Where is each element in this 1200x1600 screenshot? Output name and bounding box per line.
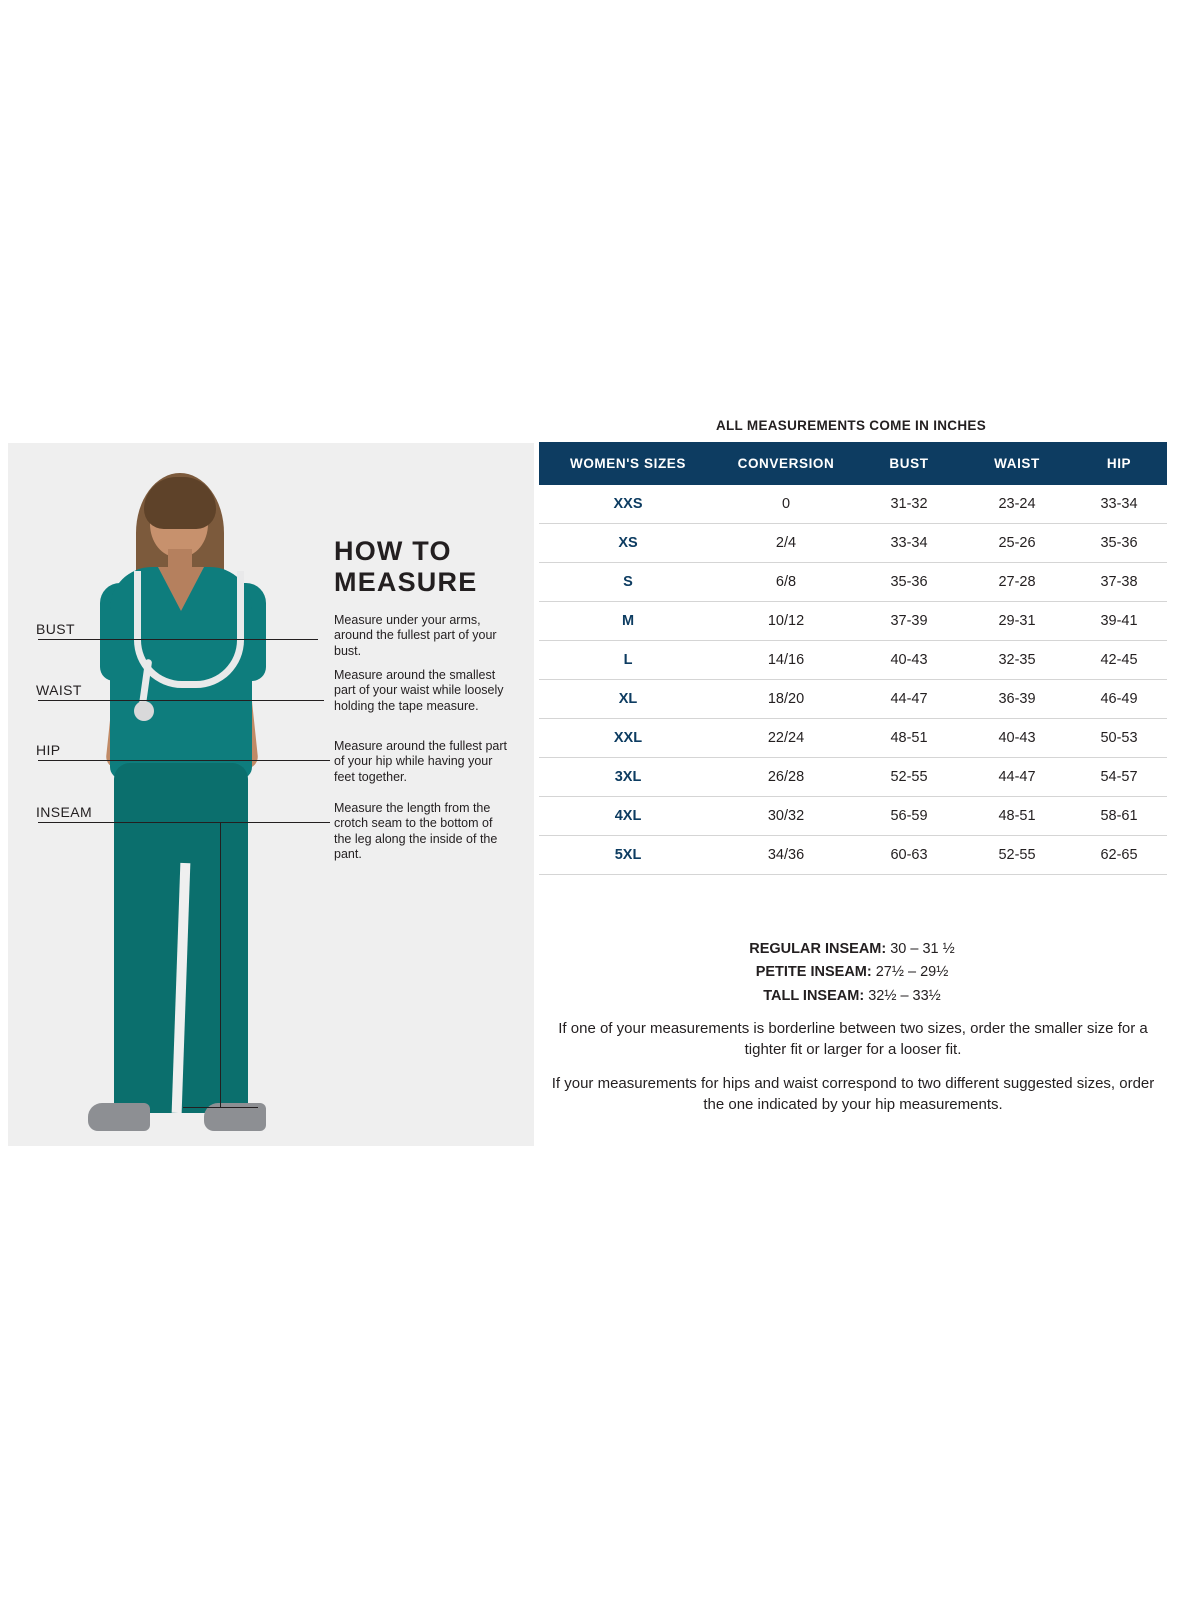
cell-size: XS [539, 524, 717, 563]
table-row [539, 758, 1167, 797]
cell-hip: 35-36 [1071, 524, 1167, 563]
cell-conversion: 30/32 [717, 797, 855, 836]
size-chart-table [539, 442, 1167, 875]
cell-waist: 23-24 [963, 485, 1071, 524]
inseam-petite [536, 961, 1168, 984]
cell-size: S [539, 563, 717, 602]
cell-hip: 62-65 [1071, 836, 1167, 875]
cell-waist: 32-35 [963, 641, 1071, 680]
cell-waist: 36-39 [963, 680, 1071, 719]
cell-size: M [539, 602, 717, 641]
table-row [539, 719, 1167, 758]
how-to-measure-title-line1: HOW TO [334, 536, 452, 566]
table-row [539, 563, 1167, 602]
cell-hip: 37-38 [1071, 563, 1167, 602]
column-header-waist: WAIST [963, 442, 1071, 485]
measurements-unit-note: ALL MEASUREMENTS COME IN INCHES [715, 418, 987, 433]
inseam-regular-label: REGULAR INSEAM: [749, 941, 887, 957]
inseam-tall-value: 32½ – 33½ [868, 987, 941, 1004]
column-header-hip: HIP [1071, 442, 1167, 485]
cell-bust: 60-63 [855, 836, 963, 875]
cell-hip: 42-45 [1071, 641, 1167, 680]
model-hair-front [144, 477, 216, 529]
inseam-regular [536, 938, 1168, 961]
table-row [539, 602, 1167, 641]
cell-hip: 46-49 [1071, 680, 1167, 719]
cell-bust: 33-34 [855, 524, 963, 563]
cell-hip: 39-41 [1071, 602, 1167, 641]
cell-conversion: 0 [717, 485, 855, 524]
cell-waist: 27-28 [963, 563, 1071, 602]
cell-bust: 31-32 [855, 485, 963, 524]
inseam-petite-label: PETITE INSEAM: [755, 964, 872, 981]
waist-leader-line [38, 700, 324, 701]
inseam-list [536, 938, 1168, 1008]
cell-conversion: 18/20 [717, 680, 855, 719]
how-to-measure-title-line2: MEASURE [334, 566, 478, 597]
table-row [539, 797, 1167, 836]
cell-bust: 40-43 [855, 641, 963, 680]
cell-conversion: 22/24 [717, 719, 855, 758]
cell-size: 4XL [539, 797, 717, 836]
label-inseam: INSEAM [36, 804, 93, 820]
cell-conversion: 10/12 [717, 602, 855, 641]
inseam-tall-label: TALL INSEAM: [763, 987, 865, 1004]
cell-waist: 25-26 [963, 524, 1071, 563]
hip-leader-line [38, 760, 330, 761]
cell-bust: 52-55 [855, 758, 963, 797]
cell-conversion: 26/28 [717, 758, 855, 797]
cell-conversion: 6/8 [717, 563, 855, 602]
sizing-note-borderline: If one of your measurements is borderline between two sizes, order the smaller size for a tighter fit or larger for a looser fit. [558, 1020, 1148, 1058]
stethoscope-bell [134, 701, 154, 721]
label-waist: WAIST [36, 682, 82, 698]
cell-hip: 54-57 [1071, 758, 1167, 797]
cell-bust: 48-51 [855, 719, 963, 758]
inseam-petite-value: 27½ – 29½ [875, 964, 949, 981]
model-shoe-left [88, 1103, 150, 1131]
table-row [539, 836, 1167, 875]
cell-bust: 56-59 [855, 797, 963, 836]
waist-description: Measure around the smallest part of your waist while loosely holding the tape measure. [334, 668, 504, 713]
cell-hip: 58-61 [1071, 797, 1167, 836]
hip-description: Measure around the fullest part of your hip while having your feet together. [334, 739, 508, 784]
cell-waist: 44-47 [963, 758, 1071, 797]
cell-size: 3XL [539, 758, 717, 797]
inseam-description: Measure the length from the crotch seam to the bottom of the leg along the inside of the pant. [334, 801, 498, 861]
table-row [539, 641, 1167, 680]
cell-size: XXL [539, 719, 717, 758]
inseam-vertical-line [220, 822, 221, 1107]
cell-conversion: 2/4 [717, 524, 855, 563]
cell-conversion: 14/16 [717, 641, 855, 680]
inseam-leader-line [38, 822, 330, 823]
sizing-note-hip-priority: If your measurements for hips and waist correspond to two different suggested sizes, order the one indicated by your hip measurements. [551, 1075, 1155, 1113]
cell-waist: 40-43 [963, 719, 1071, 758]
inseam-regular-value: 30 – 31 ½ [890, 941, 955, 957]
column-header-sizes: WOMEN'S SIZES [539, 442, 717, 485]
table-row [539, 485, 1167, 524]
label-bust: BUST [36, 621, 75, 637]
cell-size: XXS [539, 485, 717, 524]
column-header-conversion: CONVERSION [717, 442, 855, 485]
table-row [539, 680, 1167, 719]
model-illustration [38, 463, 328, 1143]
cell-hip: 50-53 [1071, 719, 1167, 758]
cell-waist: 48-51 [963, 797, 1071, 836]
cell-size: L [539, 641, 717, 680]
table-header-row [539, 442, 1167, 485]
cell-bust: 44-47 [855, 680, 963, 719]
inseam-bottom-line [183, 1107, 258, 1108]
cell-waist: 29-31 [963, 602, 1071, 641]
how-to-measure-panel [8, 443, 534, 1146]
how-to-measure-title [334, 536, 524, 598]
cell-bust: 35-36 [855, 563, 963, 602]
inseam-tall [536, 985, 1168, 1008]
label-hip: HIP [36, 742, 61, 758]
bust-leader-line [38, 639, 318, 640]
bust-description: Measure under your arms, around the fullest part of your bust. [334, 613, 497, 658]
cell-bust: 37-39 [855, 602, 963, 641]
cell-hip: 33-34 [1071, 485, 1167, 524]
cell-conversion: 34/36 [717, 836, 855, 875]
cell-size: 5XL [539, 836, 717, 875]
table-row [539, 524, 1167, 563]
column-header-bust: BUST [855, 442, 963, 485]
cell-size: XL [539, 680, 717, 719]
cell-waist: 52-55 [963, 836, 1071, 875]
